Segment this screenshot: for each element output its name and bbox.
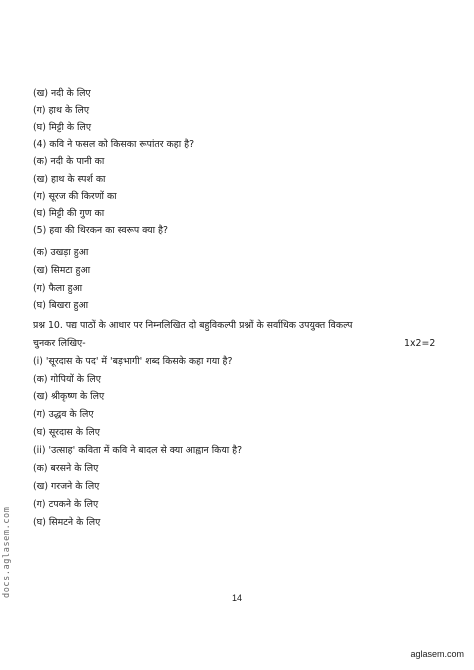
option-line: (ख) सिमटा हुआ [33,265,91,276]
option-line: (क) उखड़ा हुआ [33,247,89,258]
option-line: (ग) फैला हुआ [33,283,83,294]
option-line: (ख) हाथ के स्पर्श का [33,174,106,185]
option-line: (घ) मिट्टी के लिए [33,122,92,133]
page-number: 14 [231,593,242,603]
question-line: (4) कवि ने फसल को किसका रूपांतर कहा है? [33,139,195,150]
question-line: (i) 'सूरदास के पद' में 'बड़भागी' शब्द किसके कहा गया है? [33,356,233,367]
question-heading: प्रश्न 10. पद्य पाठों के आधार पर निम्नलिखित दो बहुविकल्पी प्रश्नों के सर्वाधिक उपयुक्त विकल्प [33,320,353,331]
side-watermark: docs.aglasem.com [2,506,12,598]
question-line: (ii) 'उत्साह' कविता में कवि ने बादल से क्या आह्वान किया है? [33,445,243,456]
option-line: (घ) बिखरा हुआ [33,300,89,311]
option-line: (क) नदी के पानी का [33,156,105,167]
option-line: (ग) सूरज की किरणों का [33,191,117,202]
option-line: (ख) नदी के लिए [33,88,91,99]
option-line: (क) बरसने के लिए [33,463,99,474]
option-line: (क) गोपियों के लिए [33,374,101,385]
option-line: (ग) टपकने के लिए [33,499,99,510]
footer-site-label: aglasem.com [410,649,464,659]
option-line: (ग) उद्धव के लिए [33,409,94,420]
option-line: (ख) श्रीकृष्ण के लिए [33,391,105,402]
option-line: (घ) सिमटने के लिए [33,517,101,528]
question-heading-cont: चुनकर लिखिए- [33,338,86,349]
option-line: (ख) गरजने के लिए [33,481,100,492]
option-line: (ग) हाथ के लिए [33,105,90,116]
option-line: (घ) मिट्टी की गुण का [33,208,105,219]
option-line: (घ) सूरदास के लिए [33,427,100,438]
marks-label: 1x2=2 [404,338,436,349]
question-line: (5) हवा की थिरकन का स्वरूप क्या है? [33,225,168,236]
